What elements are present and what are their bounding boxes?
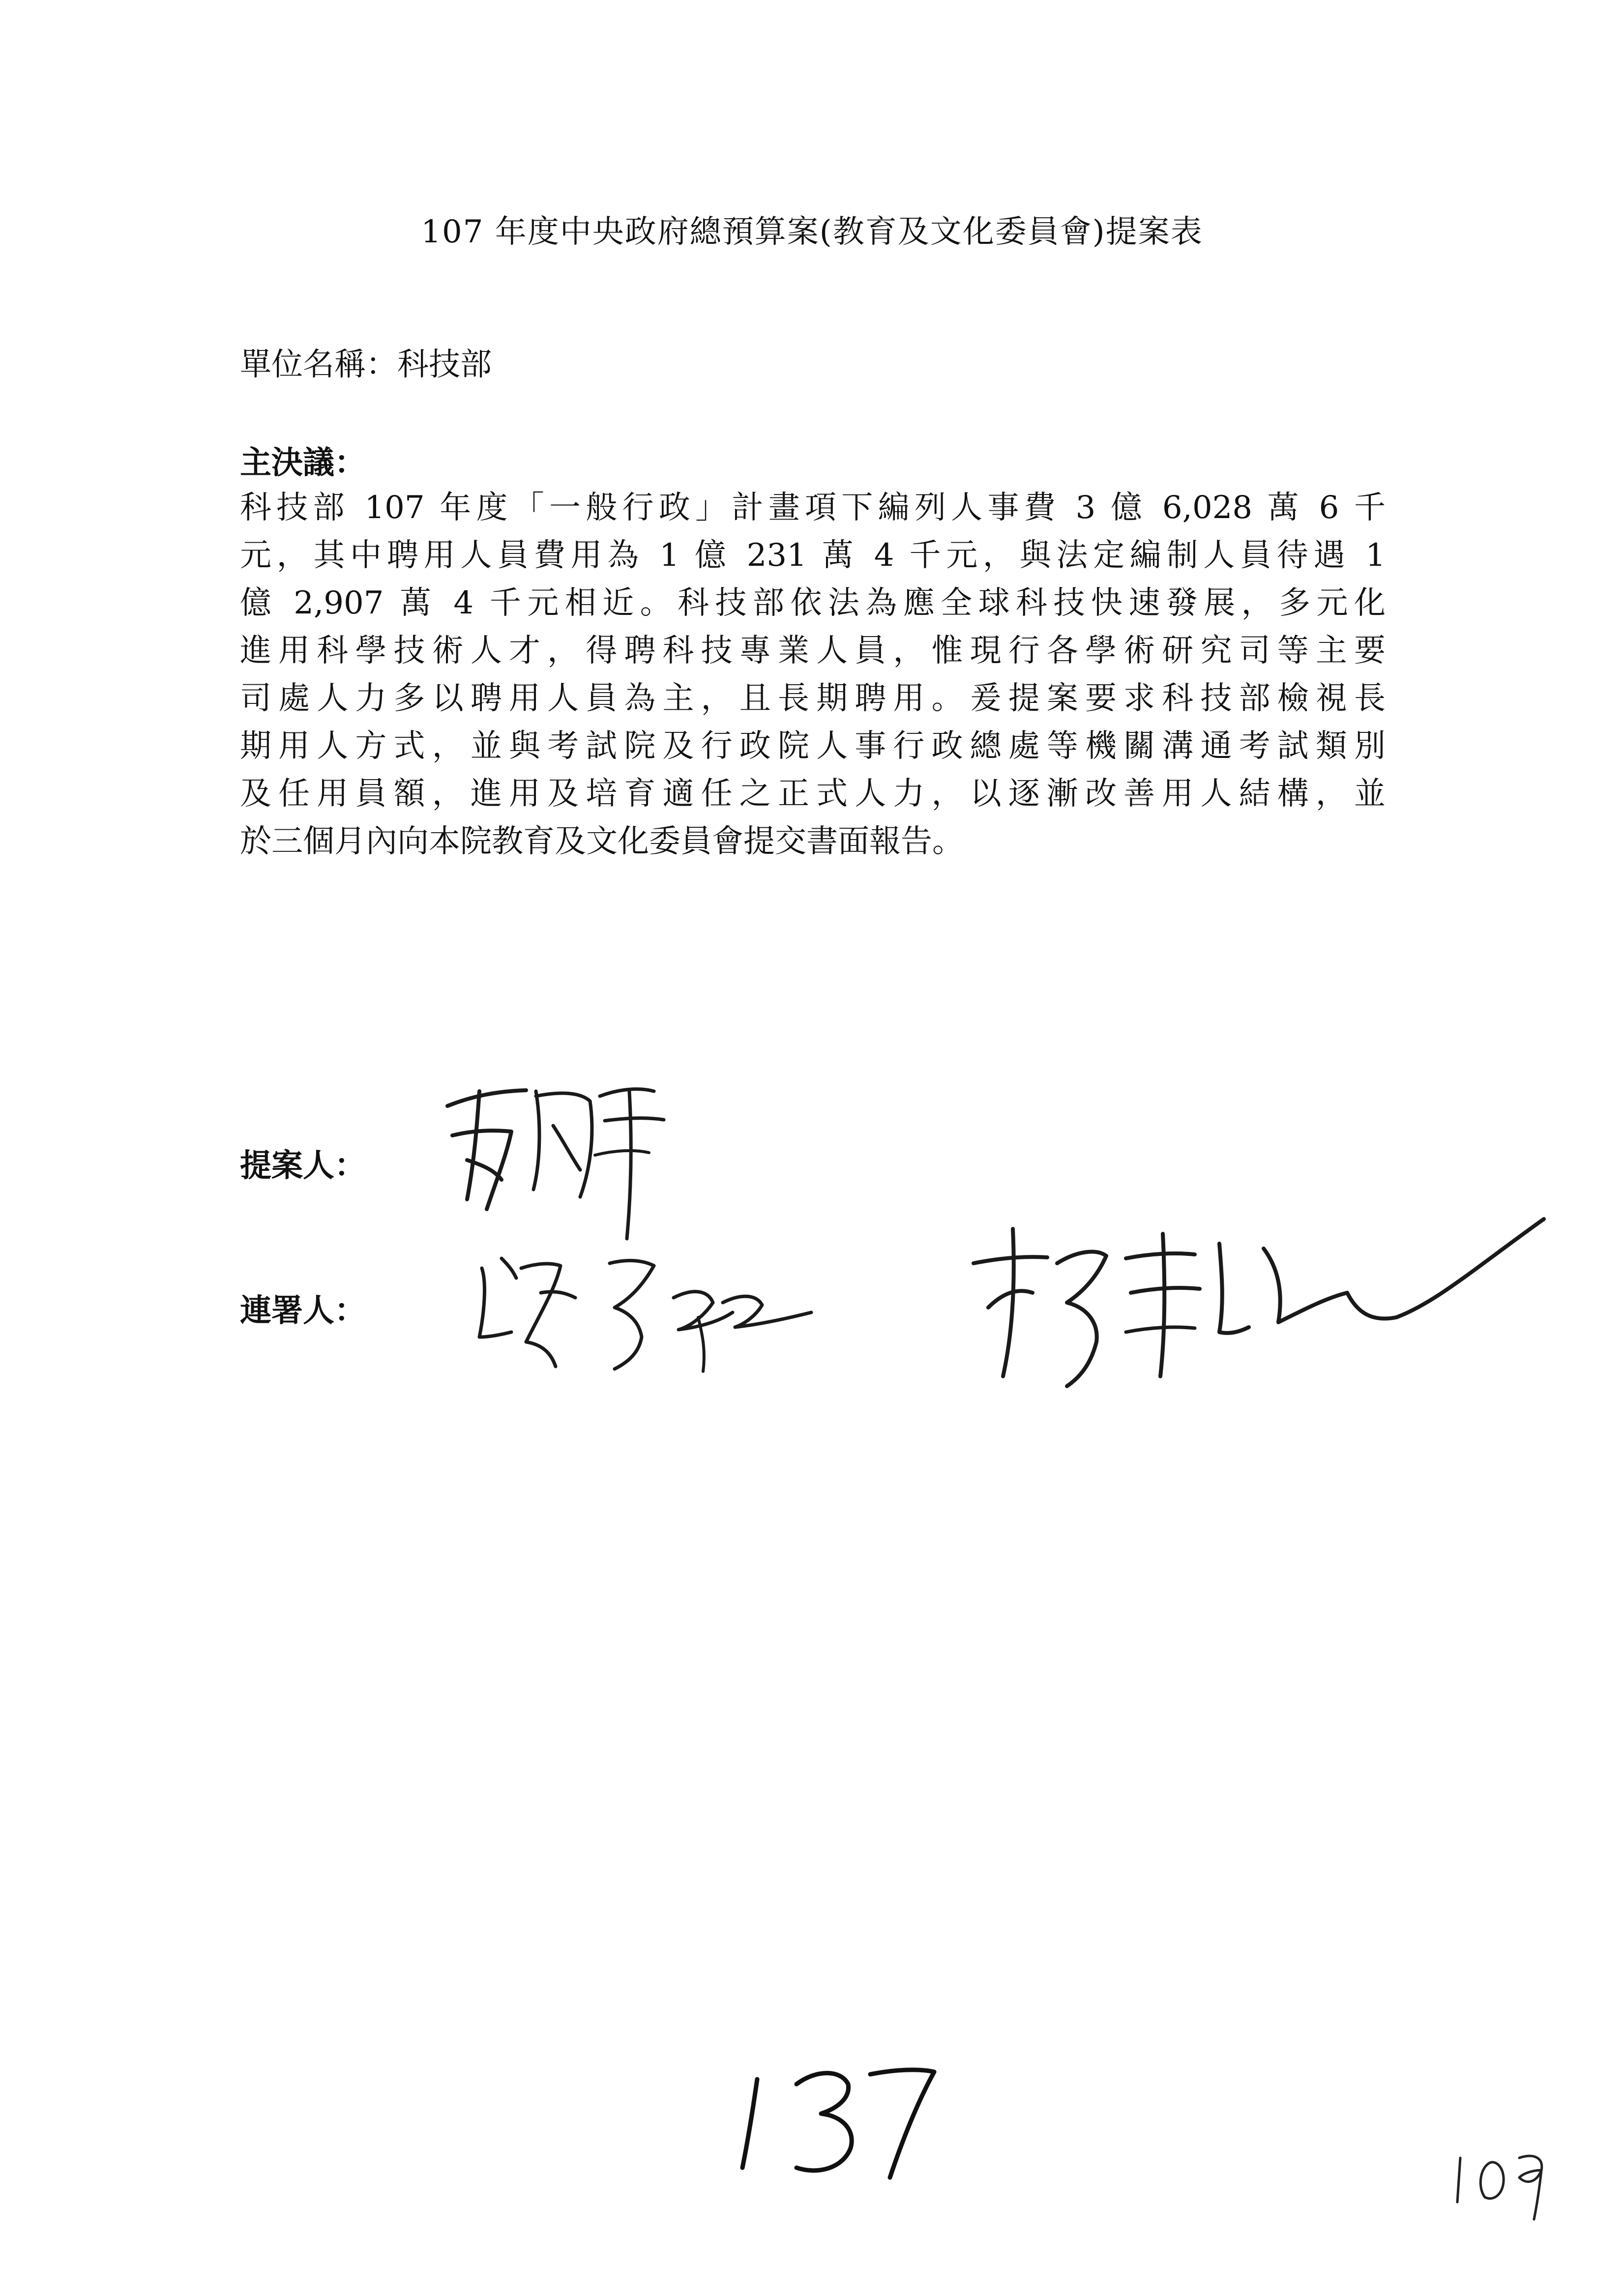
cosigner-signature-1 — [467, 1239, 821, 1376]
resolution-heading: 主決議： — [240, 444, 366, 481]
page-number-handwriting — [723, 2035, 939, 2184]
resolution-line: 進用科學技術人才，得聘科技專業人員，惟現行各學術研究司等主要 — [240, 633, 1386, 669]
resolution-line: 元，其中聘用人員費用為 1 億 231 萬 4 千元，與法定編制人員待遇 1 — [240, 537, 1386, 574]
cosigner-label: 連署人： — [240, 1292, 366, 1329]
resolution-line: 期用人方式，並與考試院及行政院人事行政總處等機關溝通考試類別 — [240, 728, 1386, 764]
resolution-line: 億 2,907 萬 4 千元相近。科技部依法為應全球科技快速發展，多元化 — [240, 585, 1386, 621]
resolution-line: 司處人力多以聘用人員為主，且長期聘用。爰提案要求科技部檢視長 — [240, 680, 1386, 717]
cosigner-signature-2 — [964, 1145, 1554, 1421]
proposer-signature — [433, 1062, 688, 1249]
page-title: 107 年度中央政府總預算案(教育及文化委員會)提案表 — [421, 214, 1203, 250]
resolution-line: 於三個月內向本院教育及文化委員會提交書面報告。 — [240, 823, 964, 860]
resolution-body — [240, 484, 1386, 866]
proposer-label: 提案人： — [240, 1147, 366, 1184]
unit-name: 單位名稱：科技部 — [240, 347, 492, 383]
resolution-line: 科技部 107 年度「一般行政」計畫項下編列人事費 3 億 6,028 萬 6 千 — [240, 490, 1386, 526]
stamp-number-handwriting — [1446, 2123, 1554, 2224]
resolution-line: 及任用員額，進用及培育適任之正式人力，以逐漸改善用人結構，並 — [240, 776, 1386, 812]
